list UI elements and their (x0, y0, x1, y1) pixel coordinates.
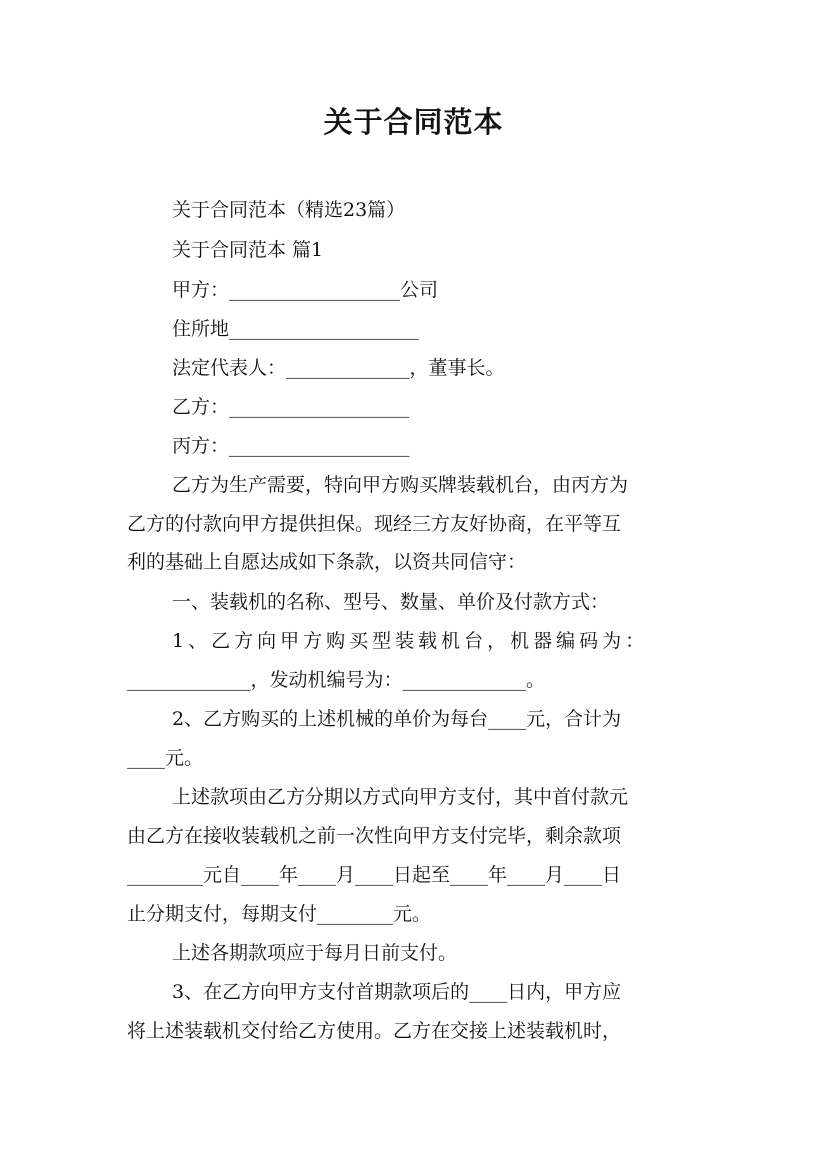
paragraph-line: 乙方的付款向甲方提供担保。现经三方友好协商，在平等互 (127, 513, 622, 535)
paragraph-line: 1、乙方向甲方购买型装载机台，机器编码为： (172, 630, 649, 652)
paragraph-line: 上述各期款项应于每月日前支付。 (172, 942, 458, 964)
paragraph-line: 上述款项由乙方分期以方式向甲方支付，其中首付款元 (172, 786, 629, 808)
paragraph-line: 由乙方在接收装载机之前一次性向甲方支付完毕，剩余款项 (127, 825, 622, 847)
document-title: 关于合同范本 (323, 105, 504, 139)
party-c-line: 丙方：___________________ (172, 435, 410, 457)
doc-subtitle: 关于合同范本（精选23篇） (172, 199, 406, 221)
paragraph-line: _____________，发动机编号为：_____________。 (127, 669, 546, 691)
section-heading: 关于合同范本 篇1 (172, 239, 324, 261)
party-a-line: 甲方：__________________公司 (172, 279, 439, 301)
paragraph-line: 将上述装载机交付给乙方使用。乙方在交接上述装载机时， (127, 1020, 622, 1042)
paragraph-line: 止分期支付，每期支付________元。 (127, 903, 432, 925)
paragraph-line: 2、乙方购买的上述机械的单价为每台____元，合计为 (172, 708, 622, 730)
paragraph-line: ____元。 (127, 747, 204, 769)
clause-heading: 一、装载机的名称、型号、数量、单价及付款方式： (172, 591, 610, 613)
party-b-line: 乙方：___________________ (172, 396, 410, 418)
paragraph-line: 利的基础上自愿达成如下条款，以资共同信守： (127, 551, 527, 573)
legal-rep-line: 法定代表人：_____________，董事长。 (172, 357, 505, 379)
paragraph-line: ________元自____年____月____日起至____年____月____日 (127, 864, 622, 886)
paragraph-line: 3、在乙方向甲方支付首期款项后的____日内，甲方应 (172, 981, 622, 1003)
address-line: 住所地____________________ (172, 318, 420, 340)
paragraph-line: 乙方为生产需要，特向甲方购买牌装载机台，由丙方为 (172, 474, 629, 496)
